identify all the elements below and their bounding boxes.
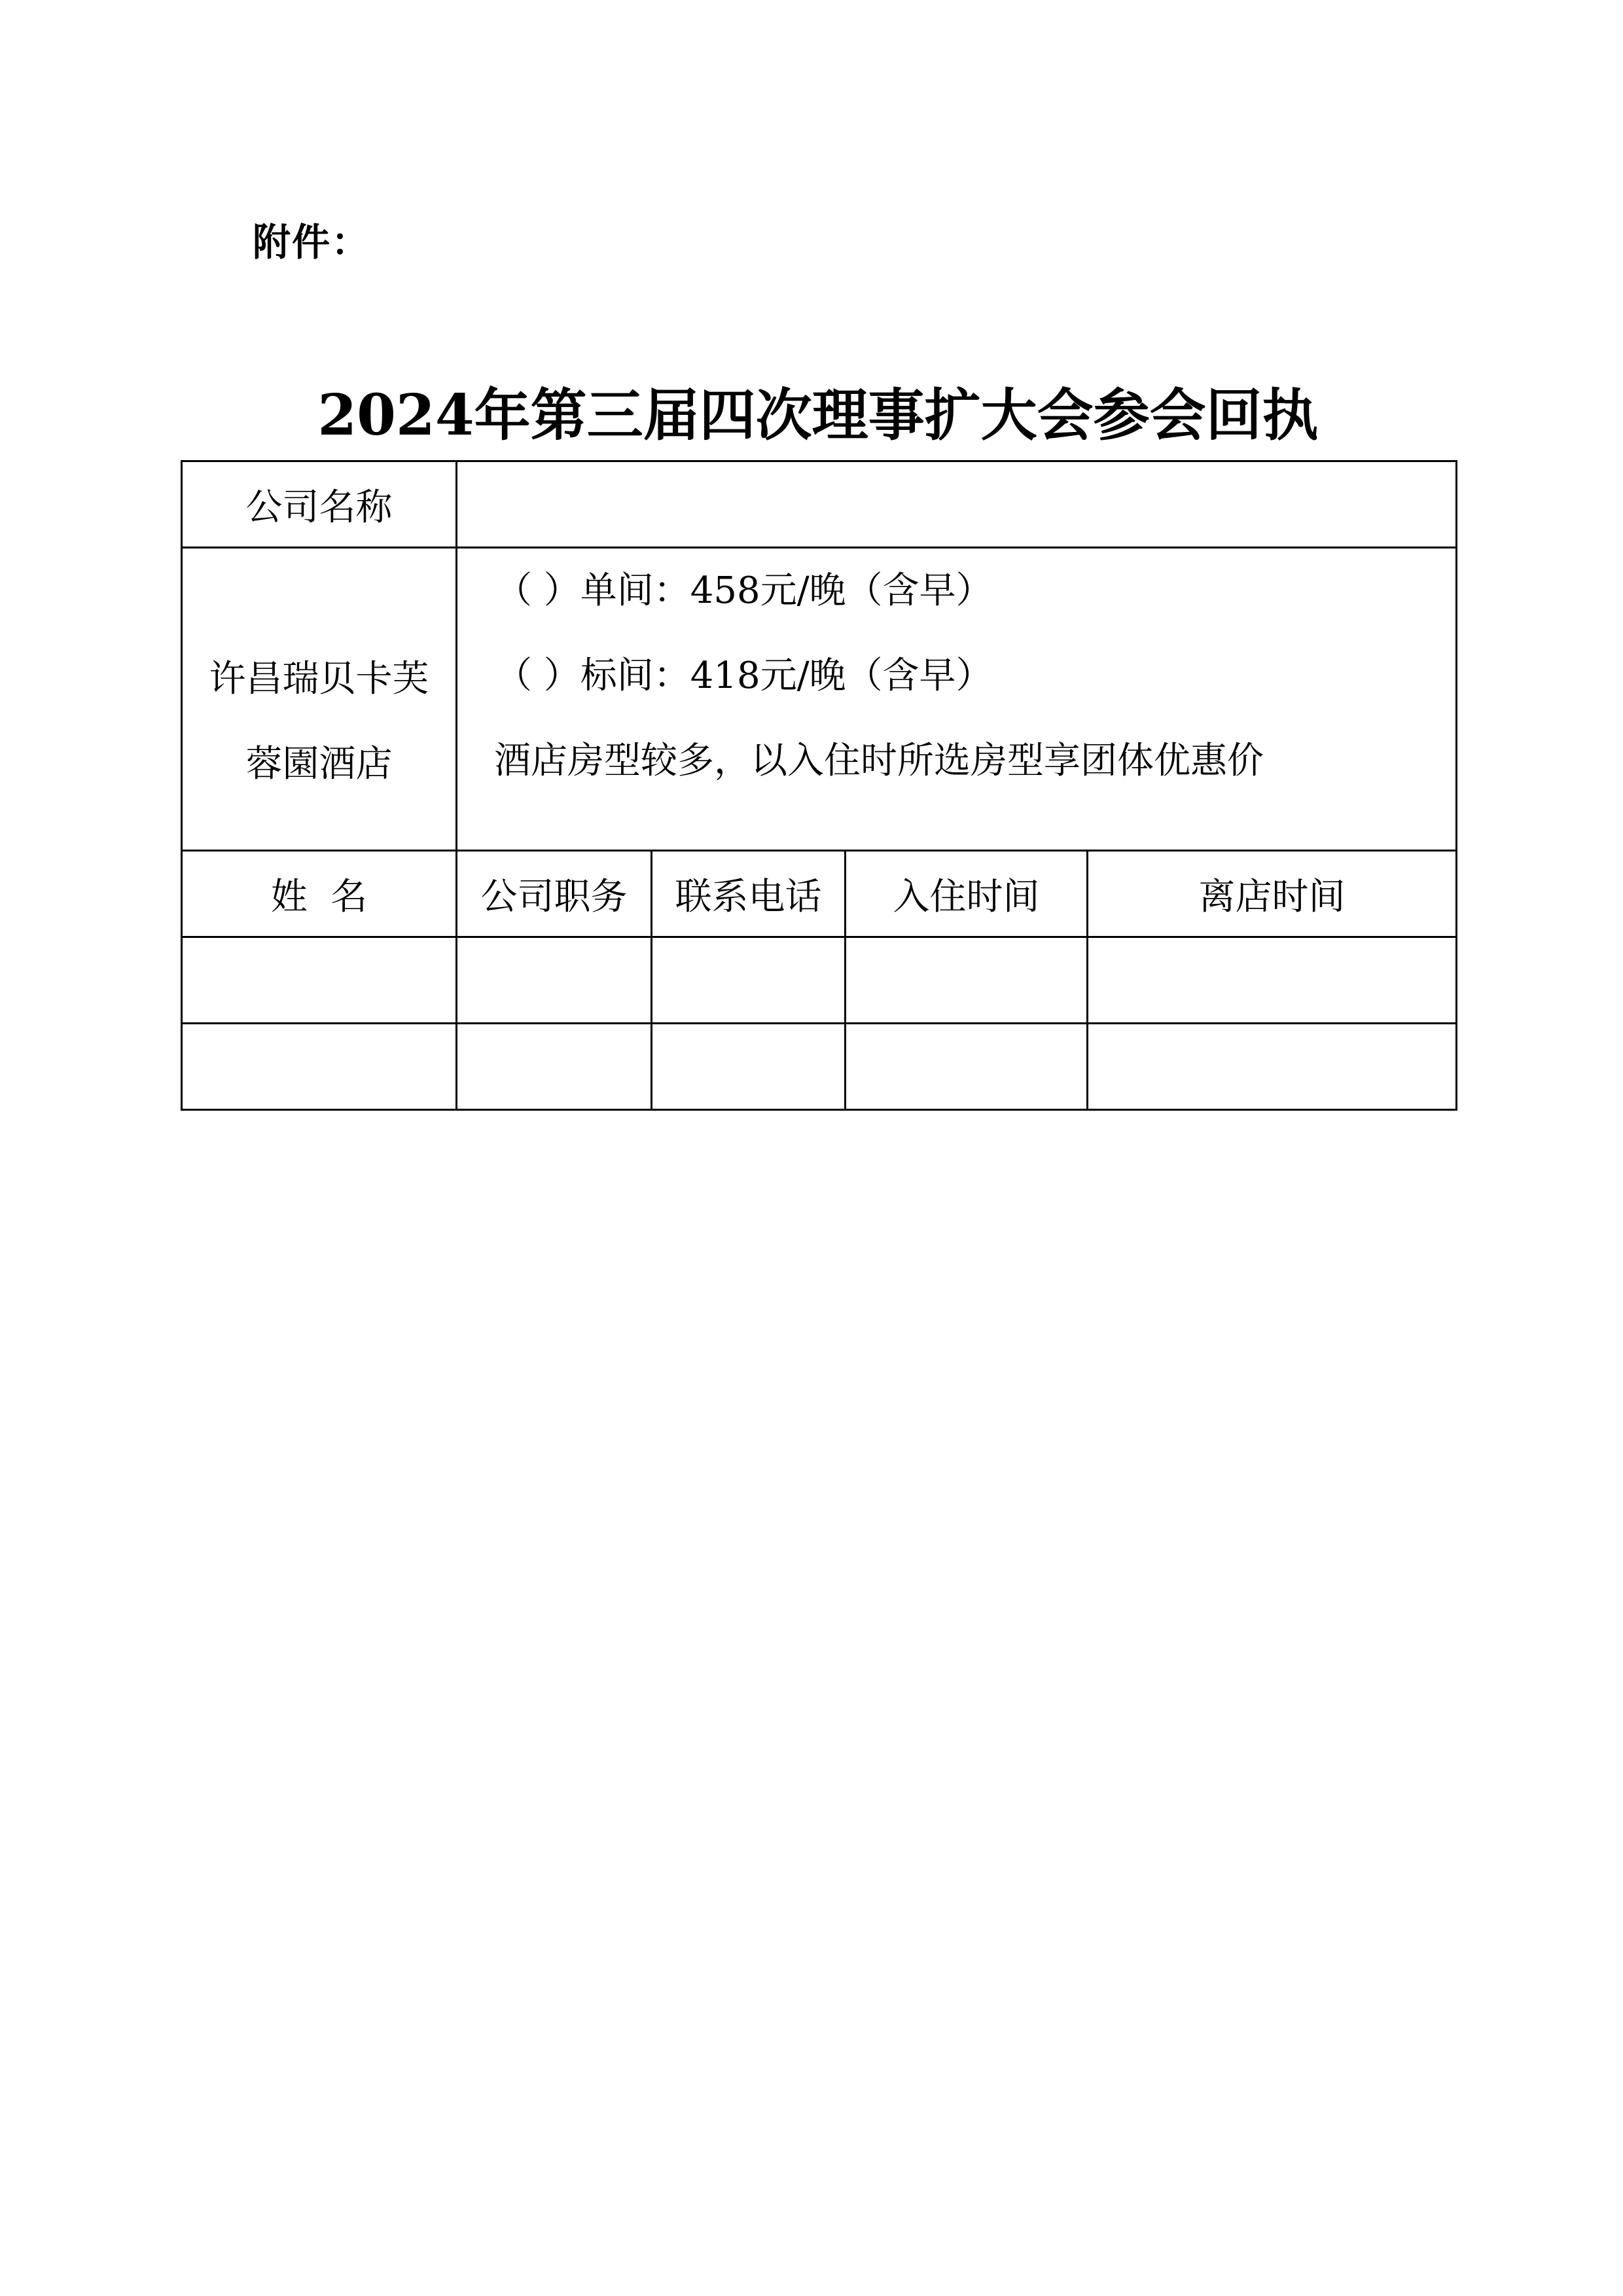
receipt-table [181,460,1457,1111]
attendee-checkin-field[interactable] [846,937,1088,1024]
hotel-name-cell [182,548,457,851]
attendee-position-field[interactable] [457,937,652,1024]
company-row [182,461,1457,548]
hotel-room-options [457,548,1457,851]
hotel-name-line1: 许昌瑞贝卡芙 [209,658,429,700]
table-row [182,1024,1457,1110]
attendee-phone-field[interactable] [652,937,846,1024]
column-header-phone: 联系电话 [652,851,846,937]
attendee-header-row [182,851,1457,937]
column-header-checkin: 入住时间 [846,851,1088,937]
company-name-label: 公司名称 [182,461,457,548]
attendee-checkout-field[interactable] [1088,937,1457,1024]
column-header-checkout: 离店时间 [1088,851,1457,937]
attachment-label: 附件： [253,220,371,264]
company-name-field[interactable] [457,461,1457,548]
attendee-phone-field[interactable] [652,1024,846,1110]
hotel-note: 酒店房型较多，以入住时所选房型享团体优惠价 [494,740,1264,782]
attendee-position-field[interactable] [457,1024,652,1110]
attendee-name-field[interactable] [182,937,457,1024]
room-option-twin[interactable]: （ ）标间：418元/晚（含早） [495,655,993,697]
column-header-name: 姓 名 [182,851,457,937]
table-row [182,937,1457,1024]
room-option-single[interactable]: （ ）单间：458元/晚（含早） [495,569,993,612]
document-title: 2024年第三届四次理事扩大会参会回执 [317,382,1319,448]
hotel-name-line2: 蓉園酒店 [245,743,393,785]
attendee-name-field[interactable] [182,1024,457,1110]
hotel-row [182,548,1457,851]
attendee-checkout-field[interactable] [1088,1024,1457,1110]
attendee-checkin-field[interactable] [846,1024,1088,1110]
column-header-position: 公司职务 [457,851,652,937]
